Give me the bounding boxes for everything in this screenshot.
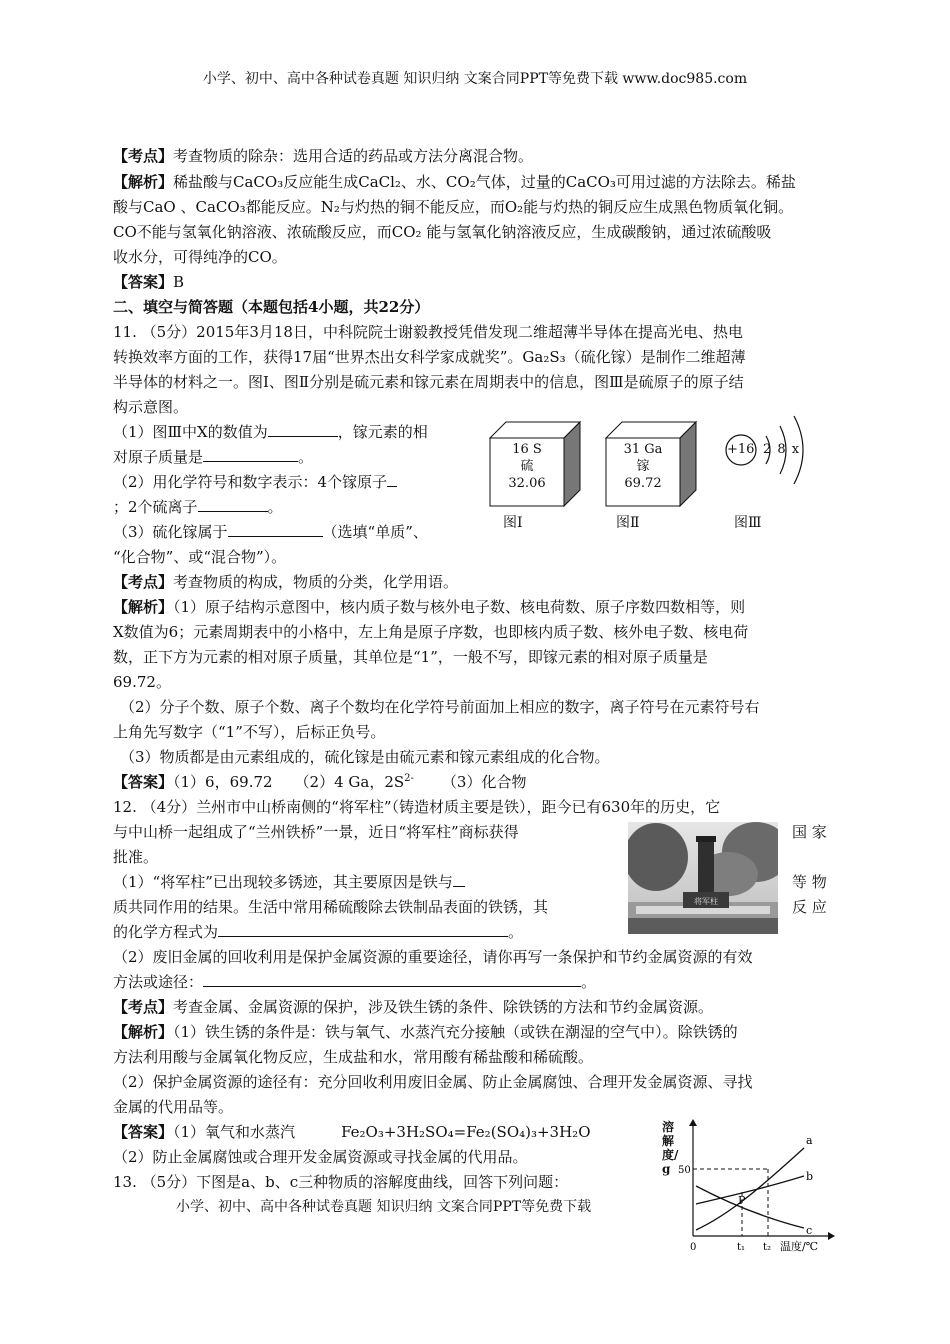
origin-label: 0	[690, 1242, 697, 1253]
fig2-caption: 图Ⅱ	[616, 515, 640, 531]
x-axis-label: 温度/℃	[780, 1240, 819, 1253]
q11-kaodian: 【考点】考查物质的构成，物质的分类，化学用语。	[113, 573, 459, 591]
q11-sub3-line2: “化合物”、或“混合物”）。	[113, 548, 287, 566]
x-tick-t2: t₂	[763, 1242, 772, 1253]
q11-stem-4: 构示意图。	[113, 398, 189, 416]
photo-plaque-text: 将军柱	[694, 897, 718, 906]
answer-blank-4ga[interactable]	[387, 472, 397, 487]
fig2-name: 镓	[636, 459, 650, 474]
q13-stem: 13. （5分）下图是a、b、c三种物质的溶解度曲线，回答下列问题：	[113, 1173, 569, 1191]
answer-blank-x[interactable]	[268, 422, 338, 437]
fig1-caption: 图Ⅰ	[503, 515, 523, 531]
fig3-nucleus: +16	[727, 442, 755, 457]
fig1-cell	[490, 441, 564, 492]
q11-sub1-line2: 对原子质量是 。	[113, 448, 314, 466]
fig1-symbol: S	[532, 442, 542, 457]
q12-answer-1: 【答案】（1）氧气和水蒸汽 Fe₂O₃+3H₂SO₄=Fe₂(SO₄)₃+3H₂O	[113, 1123, 591, 1141]
q12-stem-2-right: 国 家	[792, 823, 827, 841]
q12-sub1-right1: 等 物	[792, 873, 827, 891]
q11-jiexi-2: X数值为6；元素周期表中的小格中，左上角是原子序数，也即核内质子数、核外电子数、核电荷	[113, 623, 749, 641]
fig3-caption: 图Ⅲ	[734, 515, 762, 531]
solubility-chart	[660, 1118, 835, 1254]
q12-sub2-line2: 方法或途径： 。	[113, 973, 597, 991]
answer-blank-equation[interactable]	[218, 922, 508, 937]
fig1-mass: 32.06	[508, 476, 546, 491]
q11-stem-3: 半导体的材料之一。图Ⅰ、图Ⅱ分别是硫元素和镓元素在周期表中的信息，图Ⅲ是硫原子的原子结	[113, 373, 744, 391]
x-tick-t1: t₁	[737, 1242, 746, 1253]
q12-sub1-line1: （1）“将军柱”已出现较多锈迹，其主要原因是铁与	[113, 872, 465, 892]
page-footer: 小学、初中、高中各种试卷真题 知识归纳 文案合同PPT等免费下载	[176, 1199, 592, 1215]
q11-stem-2: 转换效率方面的工作，获得17届“世界杰出女科学家成就奖”。Ga₂S₃（硫化镓）是制作二维超薄	[113, 348, 746, 366]
q10-jiexi-4: 收水分，可得纯净的CO。	[113, 248, 287, 266]
q12-stem-3: 批准。	[113, 848, 159, 866]
answer-blank-2s[interactable]	[198, 497, 268, 512]
q11-jiexi-5: （2）分子个数、原子个数、离子个数均在化学符号前面加上相应的数字，离子符号在元素符号右	[120, 698, 760, 716]
series-label-b: b	[806, 1170, 814, 1183]
q12-sub2-line1: （2）废旧金属的回收利用是保护金属资源的重要途径，请你再写一条保护和节约金属资源的有效	[113, 948, 753, 966]
curve-b	[696, 1176, 804, 1204]
q10-jiexi-3: CO不能与氢氧化钠溶液、浓硫酸反应，而CO₂ 能与氢氧化钠溶液反应，生成碳酸钠，通过浓硫酸吸	[113, 223, 772, 241]
q11-sub2-line1: （2）用化学符号和数字表示：4个镓原子	[113, 472, 397, 492]
series-label-c: c	[806, 1224, 813, 1237]
x-axis-arrow	[828, 1232, 835, 1240]
fig2-number: 31	[623, 442, 641, 457]
fig2-mass: 69.72	[624, 476, 662, 491]
q12-sub1-right2: 反 应	[792, 898, 827, 916]
q12-answer-2: （2）防止金属腐蚀或合理开发金属资源或寻找金属的代用品。	[113, 1148, 528, 1166]
general-pillar-photo	[628, 822, 778, 934]
fig2-symbol: Ga	[644, 442, 663, 457]
fig1-number: 16	[512, 442, 529, 457]
q10-jiexi-2: 酸与CaO 、CaCO₃都能反应。N₂与灼热的铜不能反应，而O₂能与灼热的铜反应生成黑色物质氧化铜。	[113, 198, 794, 216]
q12-sub1-line3: 的化学方程式为 。	[113, 923, 524, 941]
q10-jiexi-1: 【解析】稀盐酸与CaCO₃反应能生成CaCl₂、水、CO₂气体，过量的CaCO₃可用过滤的方法除去。稀盐	[113, 173, 796, 191]
answer-blank-type[interactable]	[228, 522, 323, 537]
fig3-shells: 2 8 x	[763, 442, 801, 457]
q12-jiexi-4: 金属的代用品等。	[113, 1098, 234, 1116]
curve-a	[696, 1148, 804, 1230]
page-header: 小学、初中、高中各种试卷真题 知识归纳 文案合同PPT等免费下载 www.doc985.com	[202, 71, 748, 87]
q11-jiexi-3: 数，正下方为元素的相对原子质量，其单位是“1”，一般不写，即镓元素的相对原子质量是	[113, 648, 708, 666]
q12-kaodian: 【考点】考查金属、金属资源的保护，涉及铁生锈的条件、除铁锈的方法和节约金属资源。	[113, 998, 714, 1016]
q12-jiexi-2: 方法利用酸与金属氧化物反应，生成盐和水，常用酸有稀盐酸和稀硫酸。	[113, 1048, 594, 1066]
section-title: 二、填空与简答题（本题包括4小题，共22分）	[113, 298, 430, 316]
q11-jiexi-4: 69.72。	[113, 673, 171, 691]
fig2-cell	[606, 441, 680, 492]
fig1-name: 硫	[520, 459, 534, 474]
y-axis-label: 溶解度/g	[662, 1120, 679, 1176]
q11-jiexi-6: 上角先写数字（“1”不写），后标正负号。	[113, 723, 386, 741]
point-label-p: P	[738, 1194, 746, 1207]
q11-answer: 【答案】（1）6，69.72 （2）4 Ga，$2S^{2-}$ （3）化合物	[113, 773, 527, 791]
y-tick-50: 50	[678, 1165, 691, 1176]
series-label-a: a	[806, 1134, 813, 1147]
q12-jiexi-1: 【解析】（1）铁生锈的条件是：铁与氧气、水蒸汽充分接触（或铁在潮湿的空气中）。除铁锈的	[113, 1023, 738, 1041]
q10-answer: 【答案】B	[113, 273, 185, 291]
q12-sub1-line2: 质共同作用的结果。生活中常用稀硫酸除去铁制品表面的铁锈，其	[113, 898, 549, 916]
q11-sub2-line2: ；2个硫离子 。	[113, 498, 283, 516]
q11-stem-1: 11. （5分）2015年3月18日，中科院院士谢毅教授凭借发现二维超薄半导体在提高光电、热电	[113, 323, 743, 341]
answer-blank-rust[interactable]	[453, 872, 465, 887]
q11-jiexi-7: （3）物质都是由元素组成的，硫化镓是由硫元素和镓元素组成的化合物。	[120, 748, 610, 766]
q11-sub1-line1: （1）图Ⅲ中X的数值为 ，镓元素的相	[113, 423, 428, 441]
q11-jiexi-1: 【解析】（1）原子结构示意图中，核内质子数与核外电子数、核电荷数、原子序数四数相等，则	[113, 598, 746, 616]
q12-stem-1: 12. （4分）兰州市中山桥南侧的“将军柱”（铸造材质主要是铁），距今已有630年的历史，它	[113, 798, 721, 816]
answer-blank-ga-mass[interactable]	[203, 447, 298, 462]
y-axis-arrow	[689, 1119, 697, 1126]
q10-kaodian: 【考点】考查物质的除杂：选用合适的药品或方法分离混合物。	[113, 147, 534, 165]
q12-jiexi-3: （2）保护金属资源的途径有：充分回收利用废旧金属、防止金属腐蚀、合理开发金属资源、寻找	[113, 1073, 753, 1091]
answer-blank-method[interactable]	[203, 972, 581, 987]
q11-sub3-line1: （3）硫化镓属于 （选填“单质”、	[113, 523, 428, 541]
q12-stem-2: 与中山桥一起组成了“兰州铁桥”一景，近日“将军柱”商标获得	[113, 823, 519, 841]
